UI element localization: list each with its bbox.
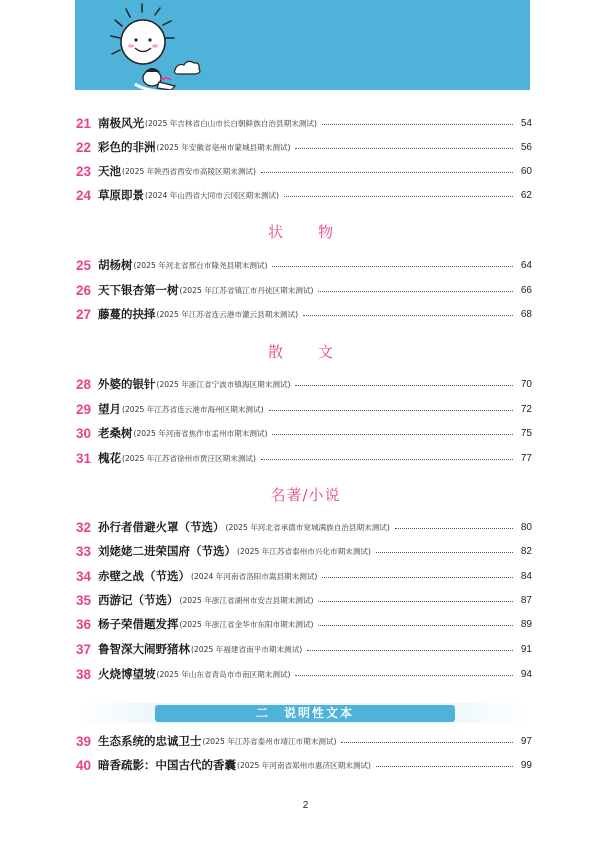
entry-source: (2025 年安徽省亳州市蒙城县期末测试)	[156, 142, 291, 152]
header-banner	[75, 0, 530, 90]
entry-source: (2025 年河北省邢台市隆尧县期末测试)	[133, 260, 268, 270]
entry-title: 杨子荣借题发挥	[98, 617, 179, 631]
leader-dots	[261, 171, 513, 173]
toc-entry-26[interactable]	[76, 281, 532, 299]
entry-source: (2025 年陕西省西安市高陵区期末测试)	[122, 166, 256, 176]
entry-source: (2024 年山西省大同市云冈区期末测试)	[145, 190, 279, 200]
entry-page: 66	[520, 284, 532, 296]
entry-page: 64	[520, 259, 532, 271]
leader-dots	[395, 527, 513, 529]
section-heading-zhuangwu: 状 物	[267, 223, 343, 241]
entry-title: 天下银杏第一树	[98, 283, 179, 297]
entry-page: 62	[520, 189, 532, 201]
entry-title: 槐花	[98, 451, 121, 465]
toc-entry-21[interactable]	[76, 114, 532, 132]
entry-title: 火烧博望坡	[98, 667, 156, 681]
leader-dots	[341, 741, 513, 743]
entry-source: (2025 年江苏省连云港市海州区期末测试)	[122, 404, 264, 414]
entry-source: (2025 年山东省青岛市市南区期末测试)	[156, 669, 291, 679]
toc-entry-31[interactable]	[76, 449, 532, 467]
leader-dots	[322, 576, 513, 578]
entry-source: (2025 年江苏省徐州市贾汪区期末测试)	[122, 453, 256, 463]
entry-page: 75	[520, 427, 532, 439]
entry-number: 28	[76, 376, 92, 392]
entry-page: 77	[520, 452, 532, 464]
entry-title: 鲁智深大闹野猪林	[98, 642, 190, 656]
entry-number: 21	[76, 115, 92, 131]
entry-page: 97	[520, 735, 532, 747]
entry-number: 40	[76, 757, 92, 773]
leader-dots	[295, 147, 513, 149]
entry-page: 68	[520, 308, 532, 320]
entry-title: 天池	[98, 164, 121, 178]
entry-source: (2025 年河北省承德市宽城满族自治县期末测试)	[225, 522, 390, 532]
leader-dots	[318, 624, 513, 626]
toc-entry-37[interactable]	[76, 640, 532, 658]
toc-entry-30[interactable]	[76, 424, 532, 442]
toc-entry-34[interactable]	[76, 567, 532, 585]
chapter-heading: 二 说明性文本	[155, 705, 455, 722]
entry-page: 60	[520, 165, 532, 177]
toc-entry-22[interactable]	[76, 138, 532, 156]
leader-dots	[318, 600, 513, 602]
entry-number: 35	[76, 592, 92, 608]
entry-number: 33	[76, 543, 92, 559]
toc-entry-28[interactable]	[76, 375, 532, 393]
leader-dots	[376, 551, 513, 553]
entry-page: 56	[520, 141, 532, 153]
entry-page: 54	[520, 117, 532, 129]
entry-page: 70	[520, 378, 532, 390]
entry-source: (2025 年江苏省镇江市丹徒区期末测试)	[179, 285, 314, 295]
entry-source: (2025 年浙江省宁波市镇海区期末测试)	[156, 379, 291, 389]
entry-number: 26	[76, 282, 92, 298]
leader-dots	[295, 384, 513, 386]
entry-title: 赤壁之战（节选）	[98, 569, 190, 583]
entry-number: 29	[76, 401, 92, 417]
entry-page: 84	[520, 570, 532, 582]
entry-source: (2025 年吉林省白山市长白朝鲜族自治县期末测试)	[145, 118, 317, 128]
entry-page: 89	[520, 618, 532, 630]
entry-page: 94	[520, 668, 532, 680]
toc-entry-32[interactable]	[76, 518, 532, 536]
entry-page: 87	[520, 594, 532, 606]
leader-dots	[261, 458, 513, 460]
leader-dots	[272, 265, 513, 267]
entry-number: 32	[76, 519, 92, 535]
toc-entry-29[interactable]	[76, 400, 532, 418]
entry-number: 30	[76, 425, 92, 441]
toc-entry-33[interactable]	[76, 542, 532, 560]
leader-dots	[376, 765, 513, 767]
entry-page: 72	[520, 403, 532, 415]
entry-title: 藤蔓的抉择	[98, 307, 156, 321]
page-number: 2	[302, 800, 309, 811]
toc-entry-39[interactable]	[76, 732, 532, 750]
entry-title: 外婆的银针	[98, 377, 156, 391]
entry-number: 22	[76, 139, 92, 155]
entry-source: (2024 年河南省洛阳市嵩县期末测试)	[191, 571, 318, 581]
entry-number: 37	[76, 641, 92, 657]
section-heading-mingzhu: 名著/小说	[270, 486, 341, 504]
leader-dots	[322, 123, 513, 125]
toc-entry-36[interactable]	[76, 615, 532, 633]
entry-title: 彩色的非洲	[98, 140, 156, 154]
entry-title: 孙行者借避火罩（节选）	[98, 520, 225, 534]
toc-entry-38[interactable]	[76, 665, 532, 683]
leader-dots	[307, 649, 513, 651]
entry-page: 99	[520, 759, 532, 771]
entry-title: 胡杨树	[98, 258, 133, 272]
entry-title: 西游记（节选）	[98, 593, 179, 607]
entry-source: (2025 年浙江省金华市东阳市期末测试)	[179, 619, 314, 629]
entry-title: 刘姥姥二进荣国府（节选）	[98, 544, 236, 558]
entry-title: 老桑树	[98, 426, 133, 440]
toc-entry-35[interactable]	[76, 591, 532, 609]
toc-entry-23[interactable]	[76, 162, 532, 180]
section-heading-sanwen: 散 文	[267, 343, 343, 361]
entry-title: 生态系统的忠诚卫士	[98, 734, 202, 748]
entry-page: 82	[520, 545, 532, 557]
entry-number: 25	[76, 257, 92, 273]
entry-source: (2025 年江苏省连云港市灌云县期末测试)	[156, 309, 299, 319]
entry-title: 南极风光	[98, 116, 144, 130]
entry-page: 80	[520, 521, 532, 533]
entry-source: (2025 年浙江省湖州市安吉县期末测试)	[179, 595, 314, 605]
entry-number: 38	[76, 666, 92, 682]
sun-illustration-icon	[75, 0, 275, 90]
entry-title: 望月	[98, 402, 121, 416]
entry-source: (2025 年河南省郑州市惠济区期末测试)	[237, 760, 371, 770]
leader-dots	[269, 409, 513, 411]
toc-entry-27[interactable]	[76, 305, 532, 323]
leader-dots	[295, 674, 513, 676]
entry-title: 草原即景	[98, 188, 144, 202]
entry-source: (2025 年福建省南平市期末测试)	[191, 644, 303, 654]
entry-title: 暗香疏影：中国古代的香囊	[98, 758, 236, 772]
toc-entry-24[interactable]	[76, 186, 532, 204]
entry-number: 36	[76, 616, 92, 632]
leader-dots	[318, 290, 513, 292]
toc-entry-25[interactable]	[76, 256, 532, 274]
entry-source: (2025 年河南省焦作市孟州市期末测试)	[133, 428, 268, 438]
entry-page: 91	[520, 643, 532, 655]
leader-dots	[284, 195, 513, 197]
entry-number: 23	[76, 163, 92, 179]
entry-number: 39	[76, 733, 92, 749]
entry-number: 27	[76, 306, 92, 322]
entry-number: 24	[76, 187, 92, 203]
entry-source: (2025 年江苏省泰州市靖江市期末测试)	[202, 736, 337, 746]
entry-source: (2025 年江苏省泰州市兴化市期末测试)	[237, 546, 371, 556]
leader-dots	[272, 433, 513, 435]
leader-dots	[303, 314, 513, 316]
entry-number: 34	[76, 568, 92, 584]
entry-number: 31	[76, 450, 92, 466]
toc-entry-40[interactable]	[76, 756, 532, 774]
